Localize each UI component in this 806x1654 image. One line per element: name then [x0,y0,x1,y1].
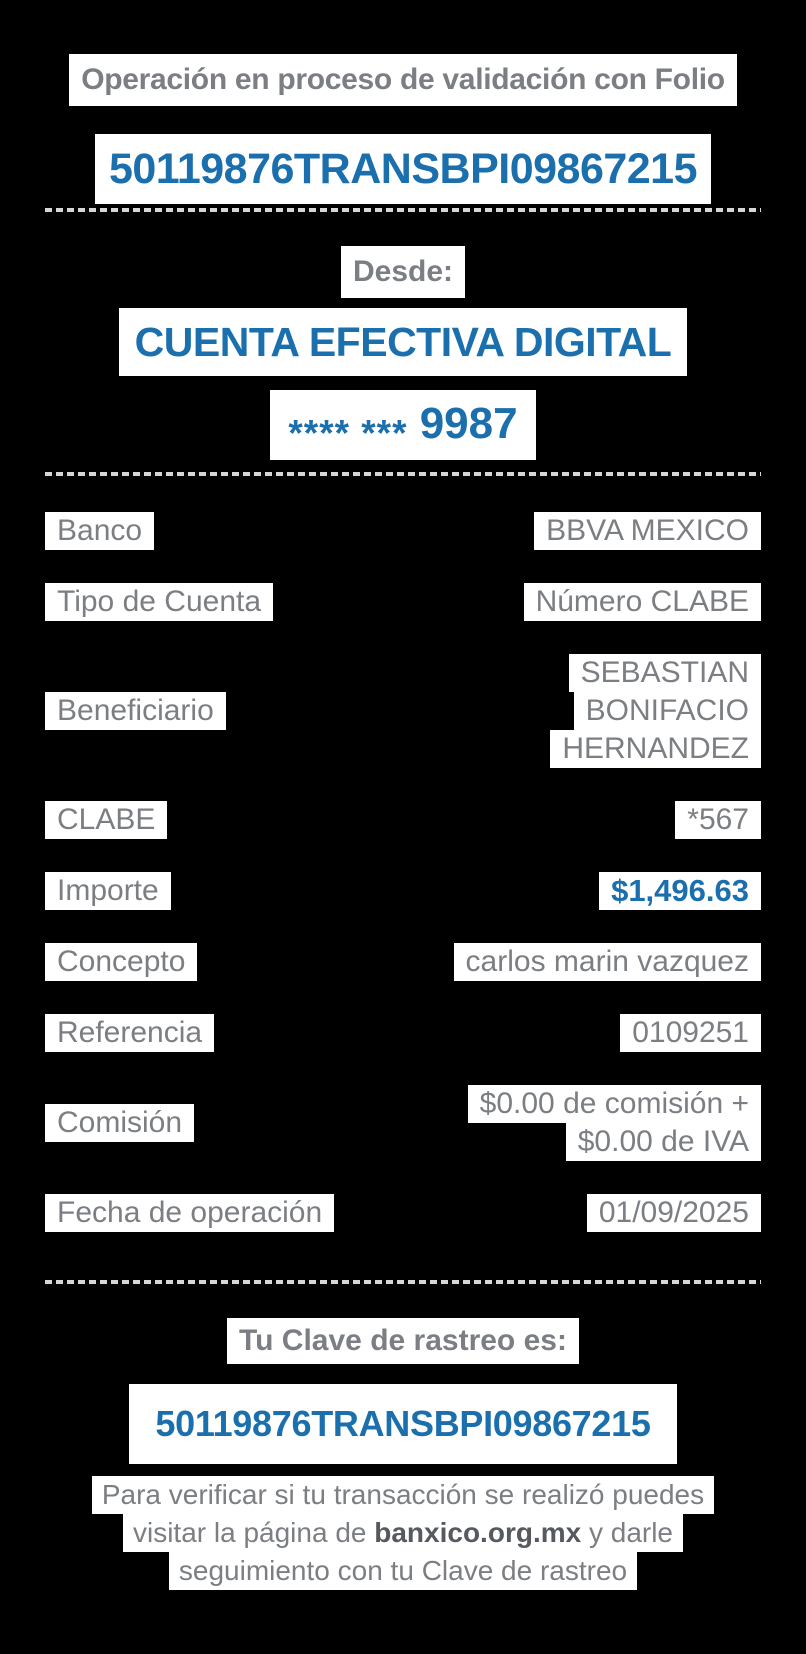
detail-label: Beneficiario [45,692,226,730]
validation-title-row [45,54,761,106]
transfer-receipt-screen [0,54,806,1654]
detail-label: Tipo de Cuenta [45,583,273,621]
detail-row-tipo-de-cuenta [45,583,761,621]
commission-line: $0.00 de comisión + [468,1085,761,1123]
detail-row-fecha-de-operacion [45,1194,761,1232]
detail-label: Banco [45,512,154,550]
amount-value: $1,496.63 [599,872,761,910]
folio-number: 50119876TRANSBPI09867215 [95,134,711,204]
masked-digits: **** *** [288,412,408,454]
verification-note-line: Para verificar si tu transacción se realizó puedes [92,1476,714,1514]
detail-row-beneficiario [45,654,761,768]
from-section-label-row [45,246,761,298]
detail-value: Número CLABE [524,583,761,621]
detail-label: CLABE [45,801,167,839]
detail-label: Comisión [45,1104,194,1142]
beneficiary-name-line: BONIFACIO [574,692,761,730]
verification-note-line: seguimiento con tu Clave de rastreo [169,1552,637,1590]
verification-note [45,1476,761,1590]
detail-value: 0109251 [620,1014,761,1052]
detail-row-clabe [45,801,761,839]
tracking-title-row [45,1318,761,1364]
account-last-digits: 9987 [419,399,518,448]
validation-title: Operación en proceso de validación con Folio [69,54,737,106]
verification-note-line: visitar la página de banxico.org.mx y darle [123,1514,683,1552]
source-account-mask [270,390,535,460]
detail-row-importe [45,872,761,910]
dashed-divider [45,1280,761,1284]
source-account-mask-row [45,390,761,460]
detail-value: BBVA MEXICO [534,512,761,550]
dashed-divider [45,208,761,212]
detail-label: Referencia [45,1014,214,1052]
banxico-url-text: banxico.org.mx [374,1517,582,1548]
detail-label: Fecha de operación [45,1194,334,1232]
detail-row-banco [45,512,761,550]
detail-value: *567 [675,801,761,839]
detail-value: carlos marin vazquez [454,943,761,981]
tracking-key: 50119876TRANSBPI09867215 [129,1384,676,1464]
details-list [45,512,761,1232]
folio-row [45,134,761,204]
dashed-divider [45,472,761,476]
source-account-row [45,308,761,376]
beneficiary-name-line: HERNANDEZ [550,730,761,768]
detail-row-comision [45,1085,761,1161]
tracking-key-row [45,1384,761,1464]
detail-row-concepto [45,943,761,981]
beneficiary-name-line: SEBASTIAN [569,654,761,692]
detail-row-referencia [45,1014,761,1052]
from-label: Desde: [341,246,465,298]
detail-label: Concepto [45,943,197,981]
detail-label: Importe [45,872,171,910]
source-account-name: CUENTA EFECTIVA DIGITAL [119,308,688,376]
tracking-title: Tu Clave de rastreo es: [227,1318,579,1364]
detail-value: 01/09/2025 [587,1194,761,1232]
commission-line: $0.00 de IVA [566,1123,761,1161]
